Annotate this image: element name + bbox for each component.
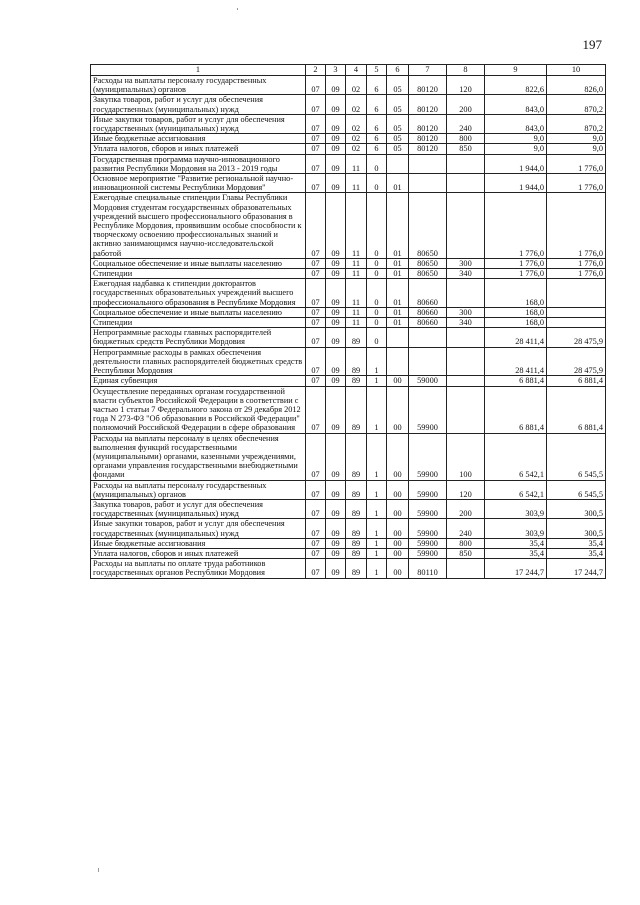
amount-2019-cell: 6 545,5 [547, 433, 606, 480]
description-cell: Закупка товаров, работ и услуг для обеспечения государственных (муниципальных) нужд [91, 499, 306, 518]
description-cell: Государственная программа научно-инновационного развития Республики Мордовия на 2013 - 2019 годы [91, 154, 306, 173]
expense-type-cell [447, 376, 485, 386]
amount-2019-cell: 35,4 [547, 548, 606, 558]
subprogram-cell: 1 [367, 433, 387, 480]
subsection-cell: 09 [326, 519, 346, 538]
amount-2019-cell: 1 776,0 [547, 174, 606, 193]
program-cell: 11 [346, 269, 367, 279]
event-cell: 05 [387, 76, 409, 95]
table-row [91, 376, 606, 386]
program-cell: 11 [346, 193, 367, 258]
table-row [91, 144, 606, 154]
subprogram-cell: 6 [367, 76, 387, 95]
budget-table [90, 64, 606, 579]
section-cell: 07 [306, 307, 326, 317]
section-cell: 07 [306, 519, 326, 538]
expense-type-cell: 340 [447, 269, 485, 279]
event-cell: 01 [387, 174, 409, 193]
direction-cell: 80120 [409, 95, 447, 114]
program-cell: 89 [346, 433, 367, 480]
expense-type-cell: 200 [447, 499, 485, 518]
header-cell: 6 [387, 65, 409, 76]
direction-cell: 80120 [409, 144, 447, 154]
program-cell: 11 [346, 318, 367, 328]
amount-2018-cell: 6 881,4 [485, 386, 547, 433]
direction-cell: 80660 [409, 307, 447, 317]
direction-cell: 59900 [409, 548, 447, 558]
amount-2019-cell: 17 244,7 [547, 559, 606, 578]
section-cell: 07 [306, 318, 326, 328]
program-cell: 11 [346, 279, 367, 308]
direction-cell: 59900 [409, 480, 447, 499]
table-row [91, 76, 606, 95]
direction-cell [409, 328, 447, 347]
header-cell: 7 [409, 65, 447, 76]
expense-type-cell: 850 [447, 548, 485, 558]
event-cell: 05 [387, 114, 409, 133]
event-cell: 05 [387, 134, 409, 144]
table-row [91, 279, 606, 308]
amount-2018-cell: 6 881,4 [485, 376, 547, 386]
subsection-cell: 09 [326, 480, 346, 499]
expense-type-cell: 120 [447, 76, 485, 95]
expense-type-cell: 300 [447, 258, 485, 268]
subprogram-cell: 0 [367, 307, 387, 317]
subprogram-cell: 0 [367, 328, 387, 347]
event-cell [387, 154, 409, 173]
expense-type-cell [447, 279, 485, 308]
section-cell: 07 [306, 328, 326, 347]
direction-cell: 80120 [409, 134, 447, 144]
description-cell: Ежегодные специальные стипендии Главы Республики Мордовия студентам государственных образовательных учреждений высшего профессионального образования в Республике Мордовия, проявившим особые способности к творческому освоению профессиональных знаний и активно занимающимся научно-исследовательской работой [91, 193, 306, 258]
table-row [91, 480, 606, 499]
expense-type-cell: 100 [447, 433, 485, 480]
subsection-cell: 09 [326, 548, 346, 558]
table-row [91, 386, 606, 433]
table-row [91, 347, 606, 376]
amount-2018-cell: 28 411,4 [485, 347, 547, 376]
amount-2018-cell: 1 944,0 [485, 154, 547, 173]
subprogram-cell: 0 [367, 154, 387, 173]
amount-2018-cell: 843,0 [485, 114, 547, 133]
expense-type-cell: 850 [447, 144, 485, 154]
expense-type-cell [447, 347, 485, 376]
amount-2019-cell: 870,2 [547, 114, 606, 133]
subprogram-cell: 1 [367, 519, 387, 538]
event-cell: 00 [387, 499, 409, 518]
amount-2018-cell: 9,0 [485, 134, 547, 144]
subprogram-cell: 0 [367, 258, 387, 268]
program-cell: 02 [346, 95, 367, 114]
subprogram-cell: 6 [367, 134, 387, 144]
direction-cell: 80650 [409, 269, 447, 279]
section-cell: 07 [306, 347, 326, 376]
expense-type-cell: 120 [447, 480, 485, 499]
subprogram-cell: 0 [367, 318, 387, 328]
amount-2019-cell: 6 881,4 [547, 386, 606, 433]
event-cell: 01 [387, 318, 409, 328]
section-cell: 07 [306, 480, 326, 499]
description-cell: Основное мероприятие "Развитие региональной научно-инновационной системы Республики Мордовия" [91, 174, 306, 193]
section-cell: 07 [306, 134, 326, 144]
amount-2019-cell [547, 318, 606, 328]
direction-cell: 59900 [409, 433, 447, 480]
amount-2019-cell: 28 475,9 [547, 328, 606, 347]
description-cell: Иные закупки товаров, работ и услуг для обеспечения государственных (муниципальных) нужд [91, 114, 306, 133]
event-cell: 00 [387, 519, 409, 538]
amount-2018-cell: 28 411,4 [485, 328, 547, 347]
table-row [91, 114, 606, 133]
subprogram-cell: 6 [367, 114, 387, 133]
subprogram-cell: 0 [367, 174, 387, 193]
event-cell: 00 [387, 548, 409, 558]
description-cell: Осуществление переданных органам государственной власти субъектов Российской Федерации в соответствии с частью 1 статьи 7 Федерального закона от 29 декабря 2012 года N 273-ФЗ "Об образовании в Российской Федерации" полномочий Российской Федерации в сфере образования [91, 386, 306, 433]
amount-2018-cell: 843,0 [485, 95, 547, 114]
subsection-cell: 09 [326, 386, 346, 433]
description-cell: Расходы на выплаты персоналу государственных (муниципальных) органов [91, 76, 306, 95]
header-cell: 8 [447, 65, 485, 76]
expense-type-cell [447, 386, 485, 433]
expense-type-cell: 800 [447, 134, 485, 144]
subsection-cell: 09 [326, 328, 346, 347]
direction-cell: 80660 [409, 279, 447, 308]
subprogram-cell: 1 [367, 499, 387, 518]
table-row [91, 318, 606, 328]
subprogram-cell: 6 [367, 95, 387, 114]
table-row [91, 559, 606, 578]
table-row [91, 433, 606, 480]
expense-type-cell: 200 [447, 95, 485, 114]
expense-type-cell [447, 328, 485, 347]
section-cell: 07 [306, 193, 326, 258]
amount-2019-cell: 1 776,0 [547, 154, 606, 173]
description-cell: Закупка товаров, работ и услуг для обеспечения государственных (муниципальных) нужд [91, 95, 306, 114]
direction-cell: 80650 [409, 193, 447, 258]
table-row [91, 328, 606, 347]
subsection-cell: 09 [326, 269, 346, 279]
event-cell: 01 [387, 279, 409, 308]
event-cell: 01 [387, 193, 409, 258]
description-cell: Расходы на выплаты по оплате труда работников государственных органов Республики Мордовия [91, 559, 306, 578]
table-header-row [91, 65, 606, 76]
subsection-cell: 09 [326, 307, 346, 317]
amount-2019-cell: 35,4 [547, 538, 606, 548]
amount-2018-cell: 6 542,1 [485, 480, 547, 499]
scan-speck [98, 868, 99, 872]
subsection-cell: 09 [326, 279, 346, 308]
amount-2018-cell: 168,0 [485, 307, 547, 317]
amount-2019-cell: 28 475,9 [547, 347, 606, 376]
table-row [91, 134, 606, 144]
section-cell: 07 [306, 95, 326, 114]
subprogram-cell: 1 [367, 386, 387, 433]
event-cell: 00 [387, 386, 409, 433]
description-cell: Уплата налогов, сборов и иных платежей [91, 548, 306, 558]
table-row [91, 154, 606, 173]
amount-2019-cell: 300,5 [547, 499, 606, 518]
event-cell: 00 [387, 480, 409, 499]
table-row [91, 258, 606, 268]
amount-2018-cell: 168,0 [485, 318, 547, 328]
program-cell: 89 [346, 538, 367, 548]
amount-2018-cell: 9,0 [485, 144, 547, 154]
amount-2018-cell: 1 776,0 [485, 193, 547, 258]
direction-cell: 80110 [409, 559, 447, 578]
header-cell: 2 [306, 65, 326, 76]
table-row [91, 538, 606, 548]
direction-cell: 59900 [409, 386, 447, 433]
event-cell: 00 [387, 538, 409, 548]
amount-2018-cell: 1 776,0 [485, 258, 547, 268]
amount-2019-cell: 1 776,0 [547, 258, 606, 268]
program-cell: 89 [346, 480, 367, 499]
section-cell: 07 [306, 258, 326, 268]
section-cell: 07 [306, 433, 326, 480]
subprogram-cell: 1 [367, 347, 387, 376]
program-cell: 02 [346, 144, 367, 154]
description-cell: Ежегодная надбавка к стипендии докторантов государственных образовательных учреждений высшего профессионального образования в Республике Мордовия [91, 279, 306, 308]
subprogram-cell: 0 [367, 193, 387, 258]
table-row [91, 193, 606, 258]
subprogram-cell: 1 [367, 559, 387, 578]
subsection-cell: 09 [326, 193, 346, 258]
program-cell: 02 [346, 134, 367, 144]
event-cell: 05 [387, 95, 409, 114]
amount-2019-cell: 1 776,0 [547, 193, 606, 258]
amount-2018-cell: 303,9 [485, 519, 547, 538]
direction-cell: 80120 [409, 114, 447, 133]
description-cell: Непрограммные расходы главных распорядителей бюджетных средств Республики Мордовия [91, 328, 306, 347]
header-cell: 1 [91, 65, 306, 76]
subsection-cell: 09 [326, 154, 346, 173]
description-cell: Уплата налогов, сборов и иных платежей [91, 144, 306, 154]
subsection-cell: 09 [326, 95, 346, 114]
page-number: 197 [582, 37, 602, 52]
event-cell [387, 347, 409, 376]
section-cell: 07 [306, 269, 326, 279]
direction-cell [409, 347, 447, 376]
direction-cell [409, 154, 447, 173]
section-cell: 07 [306, 279, 326, 308]
expense-type-cell [447, 559, 485, 578]
amount-2018-cell: 1 776,0 [485, 269, 547, 279]
program-cell: 11 [346, 307, 367, 317]
direction-cell: 59900 [409, 499, 447, 518]
amount-2019-cell: 826,0 [547, 76, 606, 95]
program-cell: 89 [346, 519, 367, 538]
header-cell: 4 [346, 65, 367, 76]
table-row [91, 548, 606, 558]
event-cell: 01 [387, 307, 409, 317]
header-cell: 5 [367, 65, 387, 76]
program-cell: 89 [346, 559, 367, 578]
direction-cell: 59000 [409, 376, 447, 386]
section-cell: 07 [306, 154, 326, 173]
subprogram-cell: 0 [367, 279, 387, 308]
subsection-cell: 09 [326, 134, 346, 144]
program-cell: 89 [346, 347, 367, 376]
amount-2019-cell: 6 881,4 [547, 376, 606, 386]
amount-2019-cell: 9,0 [547, 134, 606, 144]
event-cell: 00 [387, 559, 409, 578]
subsection-cell: 09 [326, 318, 346, 328]
event-cell [387, 328, 409, 347]
expense-type-cell: 240 [447, 114, 485, 133]
subsection-cell: 09 [326, 174, 346, 193]
amount-2018-cell: 168,0 [485, 279, 547, 308]
direction-cell: 80650 [409, 258, 447, 268]
subsection-cell: 09 [326, 433, 346, 480]
direction-cell: 80660 [409, 318, 447, 328]
header-cell: 9 [485, 65, 547, 76]
table-row [91, 95, 606, 114]
section-cell: 07 [306, 376, 326, 386]
description-cell: Единая субвенция [91, 376, 306, 386]
program-cell: 89 [346, 499, 367, 518]
amount-2018-cell: 822,6 [485, 76, 547, 95]
section-cell: 07 [306, 548, 326, 558]
table-row [91, 499, 606, 518]
header-cell: 10 [547, 65, 606, 76]
description-cell: Расходы на выплаты персоналу государственных (муниципальных) органов [91, 480, 306, 499]
section-cell: 07 [306, 174, 326, 193]
amount-2018-cell: 1 944,0 [485, 174, 547, 193]
program-cell: 02 [346, 76, 367, 95]
amount-2018-cell: 35,4 [485, 548, 547, 558]
table-body [91, 76, 606, 579]
program-cell: 11 [346, 154, 367, 173]
table-row [91, 307, 606, 317]
direction-cell [409, 174, 447, 193]
amount-2019-cell: 300,5 [547, 519, 606, 538]
subsection-cell: 09 [326, 258, 346, 268]
amount-2018-cell: 17 244,7 [485, 559, 547, 578]
section-cell: 07 [306, 114, 326, 133]
table-row [91, 174, 606, 193]
description-cell: Непрограммные расходы в рамках обеспечения деятельности главных распорядителей бюджетных средств Республики Мордовия [91, 347, 306, 376]
amount-2019-cell: 1 776,0 [547, 269, 606, 279]
amount-2019-cell: 6 545,5 [547, 480, 606, 499]
amount-2019-cell: 870,2 [547, 95, 606, 114]
program-cell: 89 [346, 376, 367, 386]
subsection-cell: 09 [326, 559, 346, 578]
subprogram-cell: 1 [367, 548, 387, 558]
subprogram-cell: 1 [367, 538, 387, 548]
subprogram-cell: 6 [367, 144, 387, 154]
table-row [91, 519, 606, 538]
subsection-cell: 09 [326, 499, 346, 518]
program-cell: 11 [346, 174, 367, 193]
subsection-cell: 09 [326, 76, 346, 95]
amount-2018-cell: 6 542,1 [485, 433, 547, 480]
event-cell: 01 [387, 258, 409, 268]
section-cell: 07 [306, 538, 326, 548]
direction-cell: 59900 [409, 538, 447, 548]
description-cell: Стипендии [91, 269, 306, 279]
section-cell: 07 [306, 559, 326, 578]
description-cell: Социальное обеспечение и иные выплаты населению [91, 307, 306, 317]
section-cell: 07 [306, 76, 326, 95]
subprogram-cell: 0 [367, 269, 387, 279]
amount-2019-cell: 9,0 [547, 144, 606, 154]
event-cell: 01 [387, 269, 409, 279]
amount-2019-cell [547, 279, 606, 308]
expense-type-cell [447, 154, 485, 173]
description-cell: Стипендии [91, 318, 306, 328]
subprogram-cell: 1 [367, 376, 387, 386]
amount-2018-cell: 35,4 [485, 538, 547, 548]
description-cell: Иные бюджетные ассигнования [91, 134, 306, 144]
program-cell: 02 [346, 114, 367, 133]
expense-type-cell [447, 193, 485, 258]
section-cell: 07 [306, 144, 326, 154]
section-cell: 07 [306, 386, 326, 433]
section-cell: 07 [306, 499, 326, 518]
event-cell: 05 [387, 144, 409, 154]
program-cell: 89 [346, 328, 367, 347]
subsection-cell: 09 [326, 538, 346, 548]
scan-speck [237, 8, 238, 10]
amount-2019-cell [547, 307, 606, 317]
expense-type-cell: 240 [447, 519, 485, 538]
subprogram-cell: 1 [367, 480, 387, 499]
event-cell: 00 [387, 433, 409, 480]
table-row [91, 269, 606, 279]
subsection-cell: 09 [326, 144, 346, 154]
description-cell: Иные закупки товаров, работ и услуг для обеспечения государственных (муниципальных) нужд [91, 519, 306, 538]
description-cell: Иные бюджетные ассигнования [91, 538, 306, 548]
subsection-cell: 09 [326, 114, 346, 133]
subsection-cell: 09 [326, 347, 346, 376]
expense-type-cell: 800 [447, 538, 485, 548]
description-cell: Социальное обеспечение и иные выплаты населению [91, 258, 306, 268]
event-cell: 00 [387, 376, 409, 386]
program-cell: 89 [346, 386, 367, 433]
expense-type-cell [447, 174, 485, 193]
subsection-cell: 09 [326, 376, 346, 386]
direction-cell: 59900 [409, 519, 447, 538]
expense-type-cell: 340 [447, 318, 485, 328]
program-cell: 11 [346, 258, 367, 268]
header-cell: 3 [326, 65, 346, 76]
description-cell: Расходы на выплаты персоналу в целях обеспечения выполнения функций государственными (муниципальными) органами, казенными учреждениями, органами управления государственными внебюджетными фондами [91, 433, 306, 480]
direction-cell: 80120 [409, 76, 447, 95]
amount-2018-cell: 303,9 [485, 499, 547, 518]
expense-type-cell: 300 [447, 307, 485, 317]
program-cell: 89 [346, 548, 367, 558]
